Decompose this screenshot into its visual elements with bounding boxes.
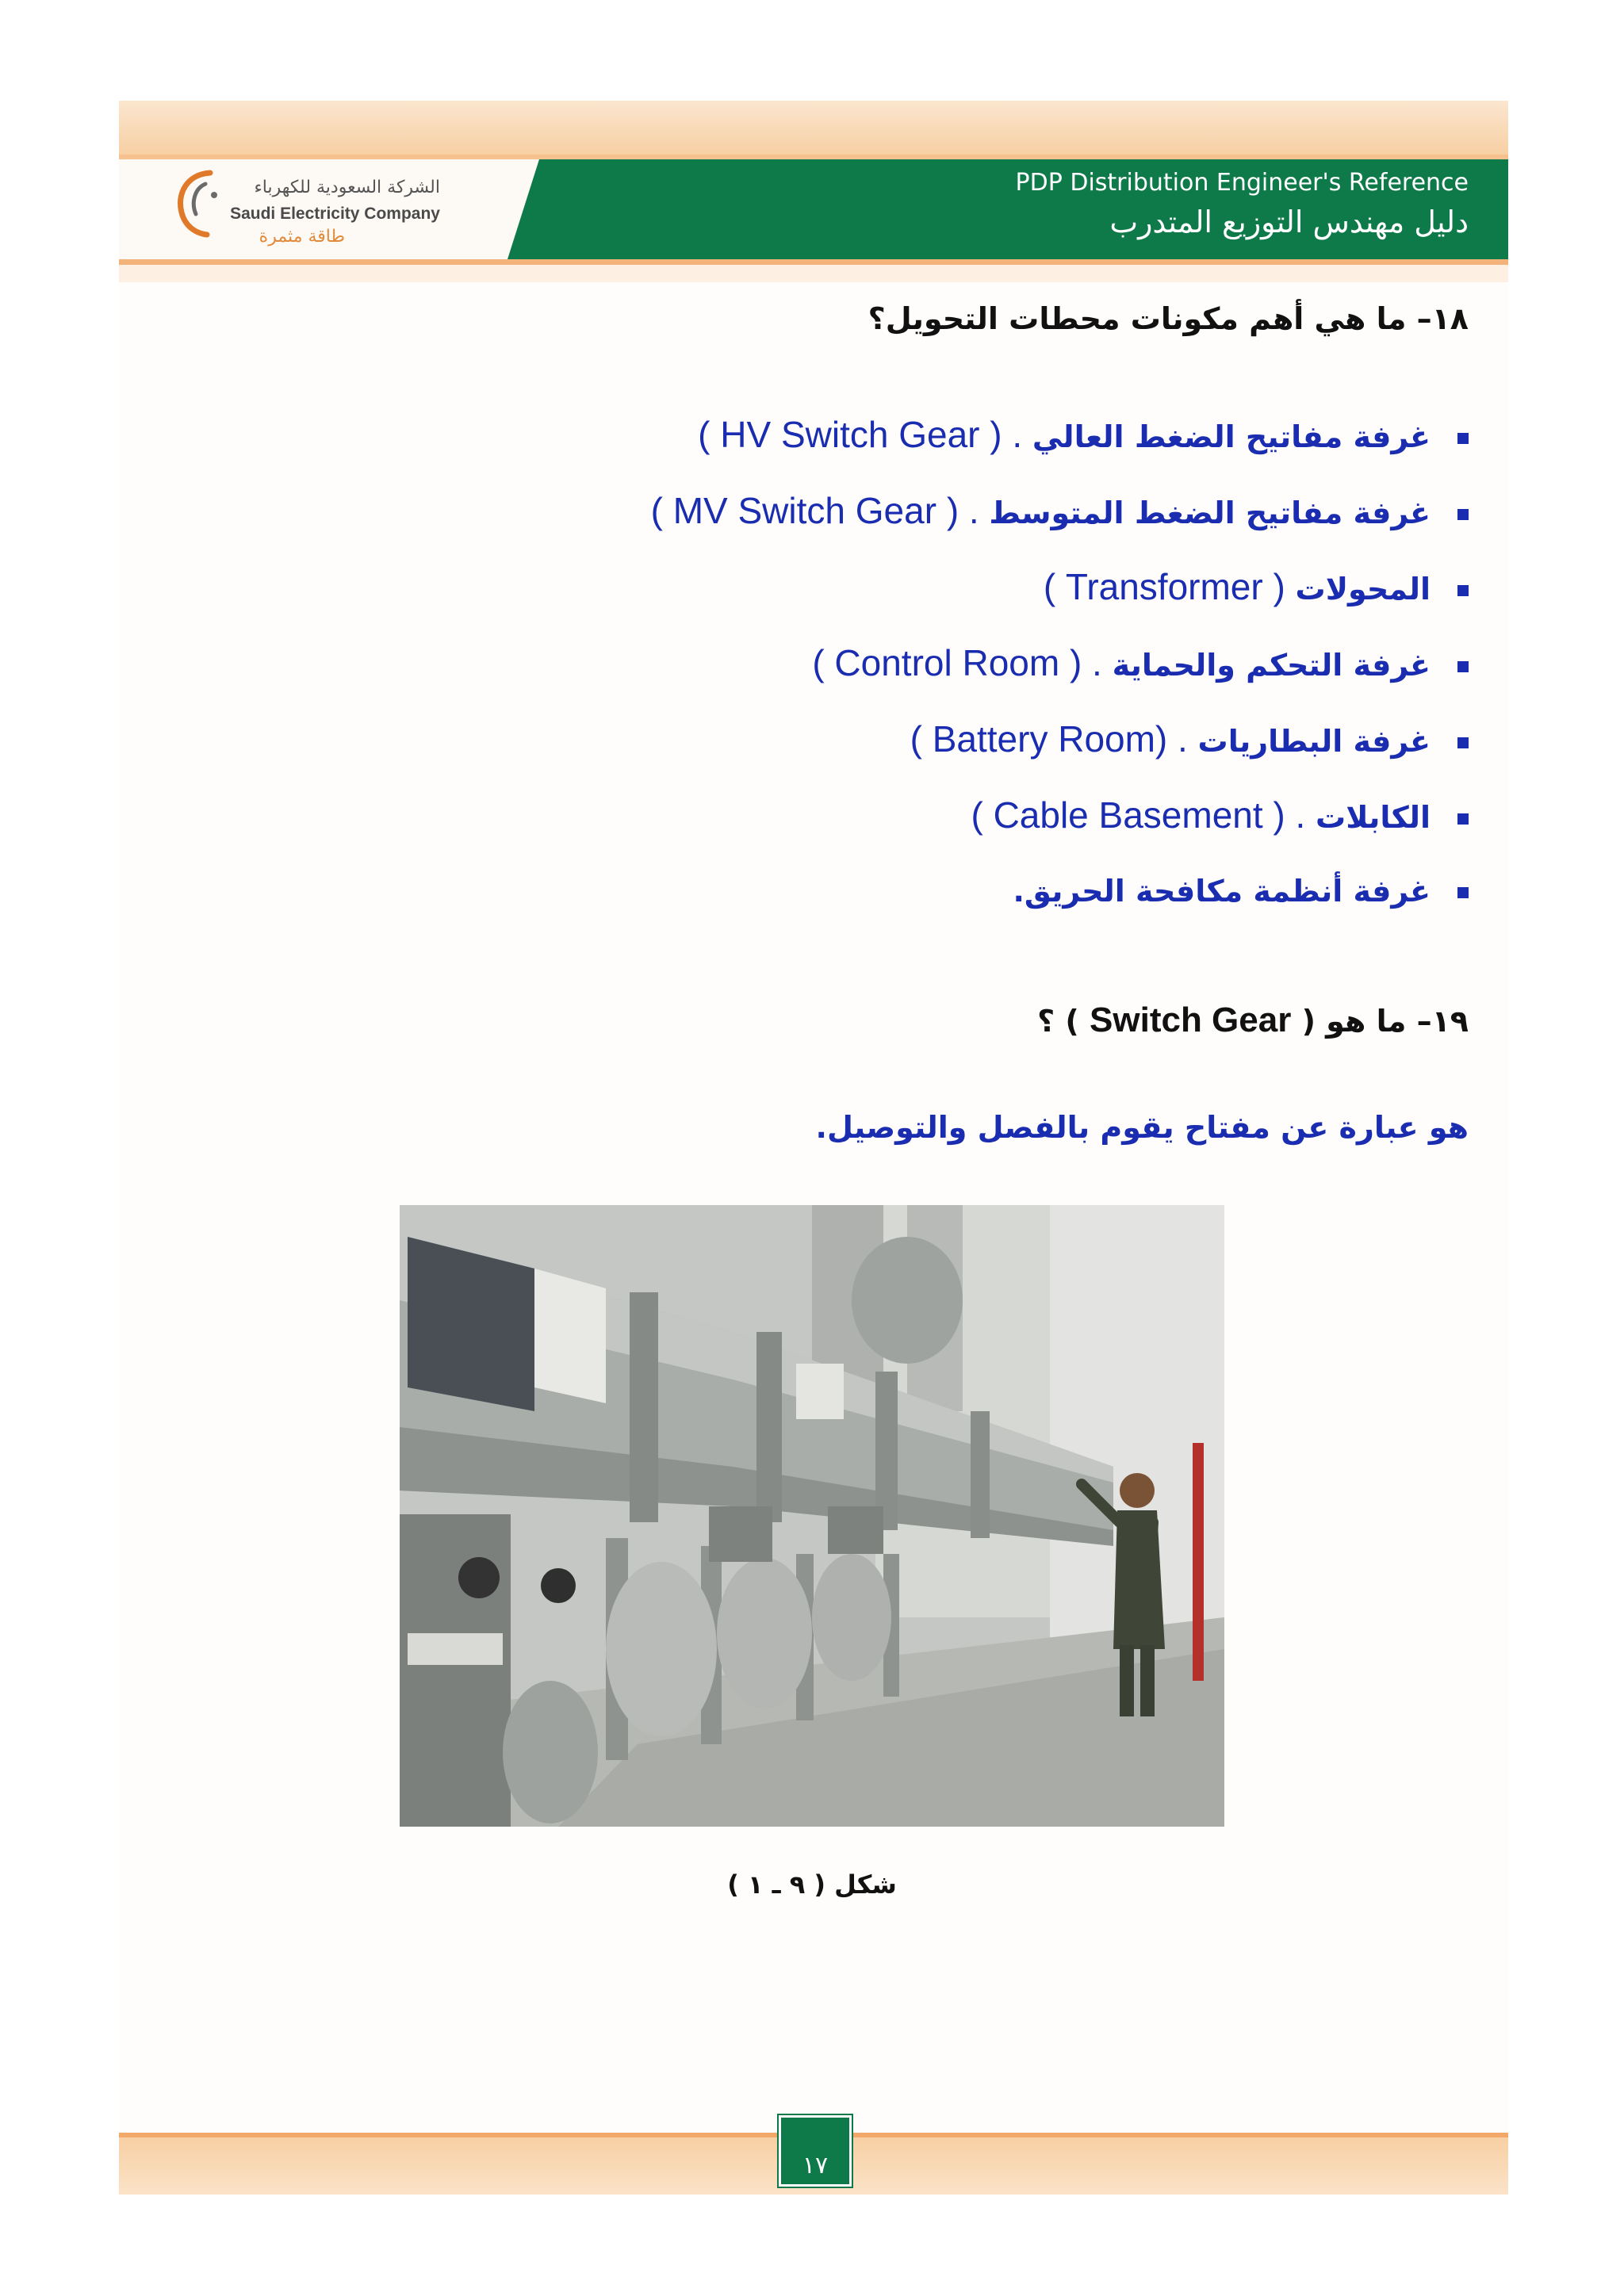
bullet-square-icon (1457, 813, 1469, 825)
question-18-heading: ١٨– ما هي أهم مكونات محطات التحويل؟ (868, 301, 1469, 336)
bullet-square-icon (1457, 737, 1469, 748)
list-item: غرفة البطاريات ( Battery Room) . (279, 710, 1469, 786)
question-19-heading: ١٩– ما هو ( Switch Gear ) ؟ (1037, 1001, 1469, 1039)
logo-english-name: Saudi Electricity Company (230, 205, 440, 223)
header-bottom-line (119, 259, 1508, 265)
bullet-square-icon (1457, 509, 1469, 520)
list-item: غرفة أنظمة مكافحة الحريق. (279, 863, 1469, 939)
switchgear-illustration (400, 1205, 1224, 1827)
bullet-square-icon (1457, 661, 1469, 672)
bullet-square-icon (1457, 433, 1469, 444)
bullet-square-icon (1457, 887, 1469, 898)
answer-19-text: هو عبارة عن مفتاح يقوم بالفصل والتوصيل. (815, 1110, 1469, 1145)
logo-arabic-name: الشركة السعودية للكهرباء (254, 178, 440, 197)
list-item: المحولات ( Transformer ) (279, 558, 1469, 634)
figure-caption: شكل ( ٩ ـ ١ ) (727, 1869, 897, 1900)
header-top-band (119, 101, 1508, 155)
header-bottom-band (119, 265, 1508, 282)
company-logo (163, 163, 440, 255)
header-title-english: PDP Distribution Engineer's Reference (1015, 169, 1469, 197)
switchgear-photo (400, 1205, 1224, 1827)
question-19-term: Switch Gear (1090, 1001, 1292, 1039)
bullet-square-icon (1457, 585, 1469, 596)
sec-logo-icon (170, 166, 226, 246)
list-item: غرفة مفاتيح الضغط العالي ( HV Switch Gear ) . (279, 406, 1469, 482)
logo-tagline: طاقة مثمرة (259, 227, 345, 247)
page-number: ١٧ (779, 2115, 852, 2187)
list-item: غرفة مفاتيح الضغط المتوسط ( MV Switch Gear ) . (279, 482, 1469, 558)
list-item: غرفة التحكم والحماية ( Control Room ) . (279, 634, 1469, 710)
list-item: الكابلات ( Cable Basement ) . (279, 786, 1469, 863)
components-list (279, 406, 1469, 939)
header-title-arabic: دليل مهندس التوزيع المتدرب (1109, 205, 1469, 239)
